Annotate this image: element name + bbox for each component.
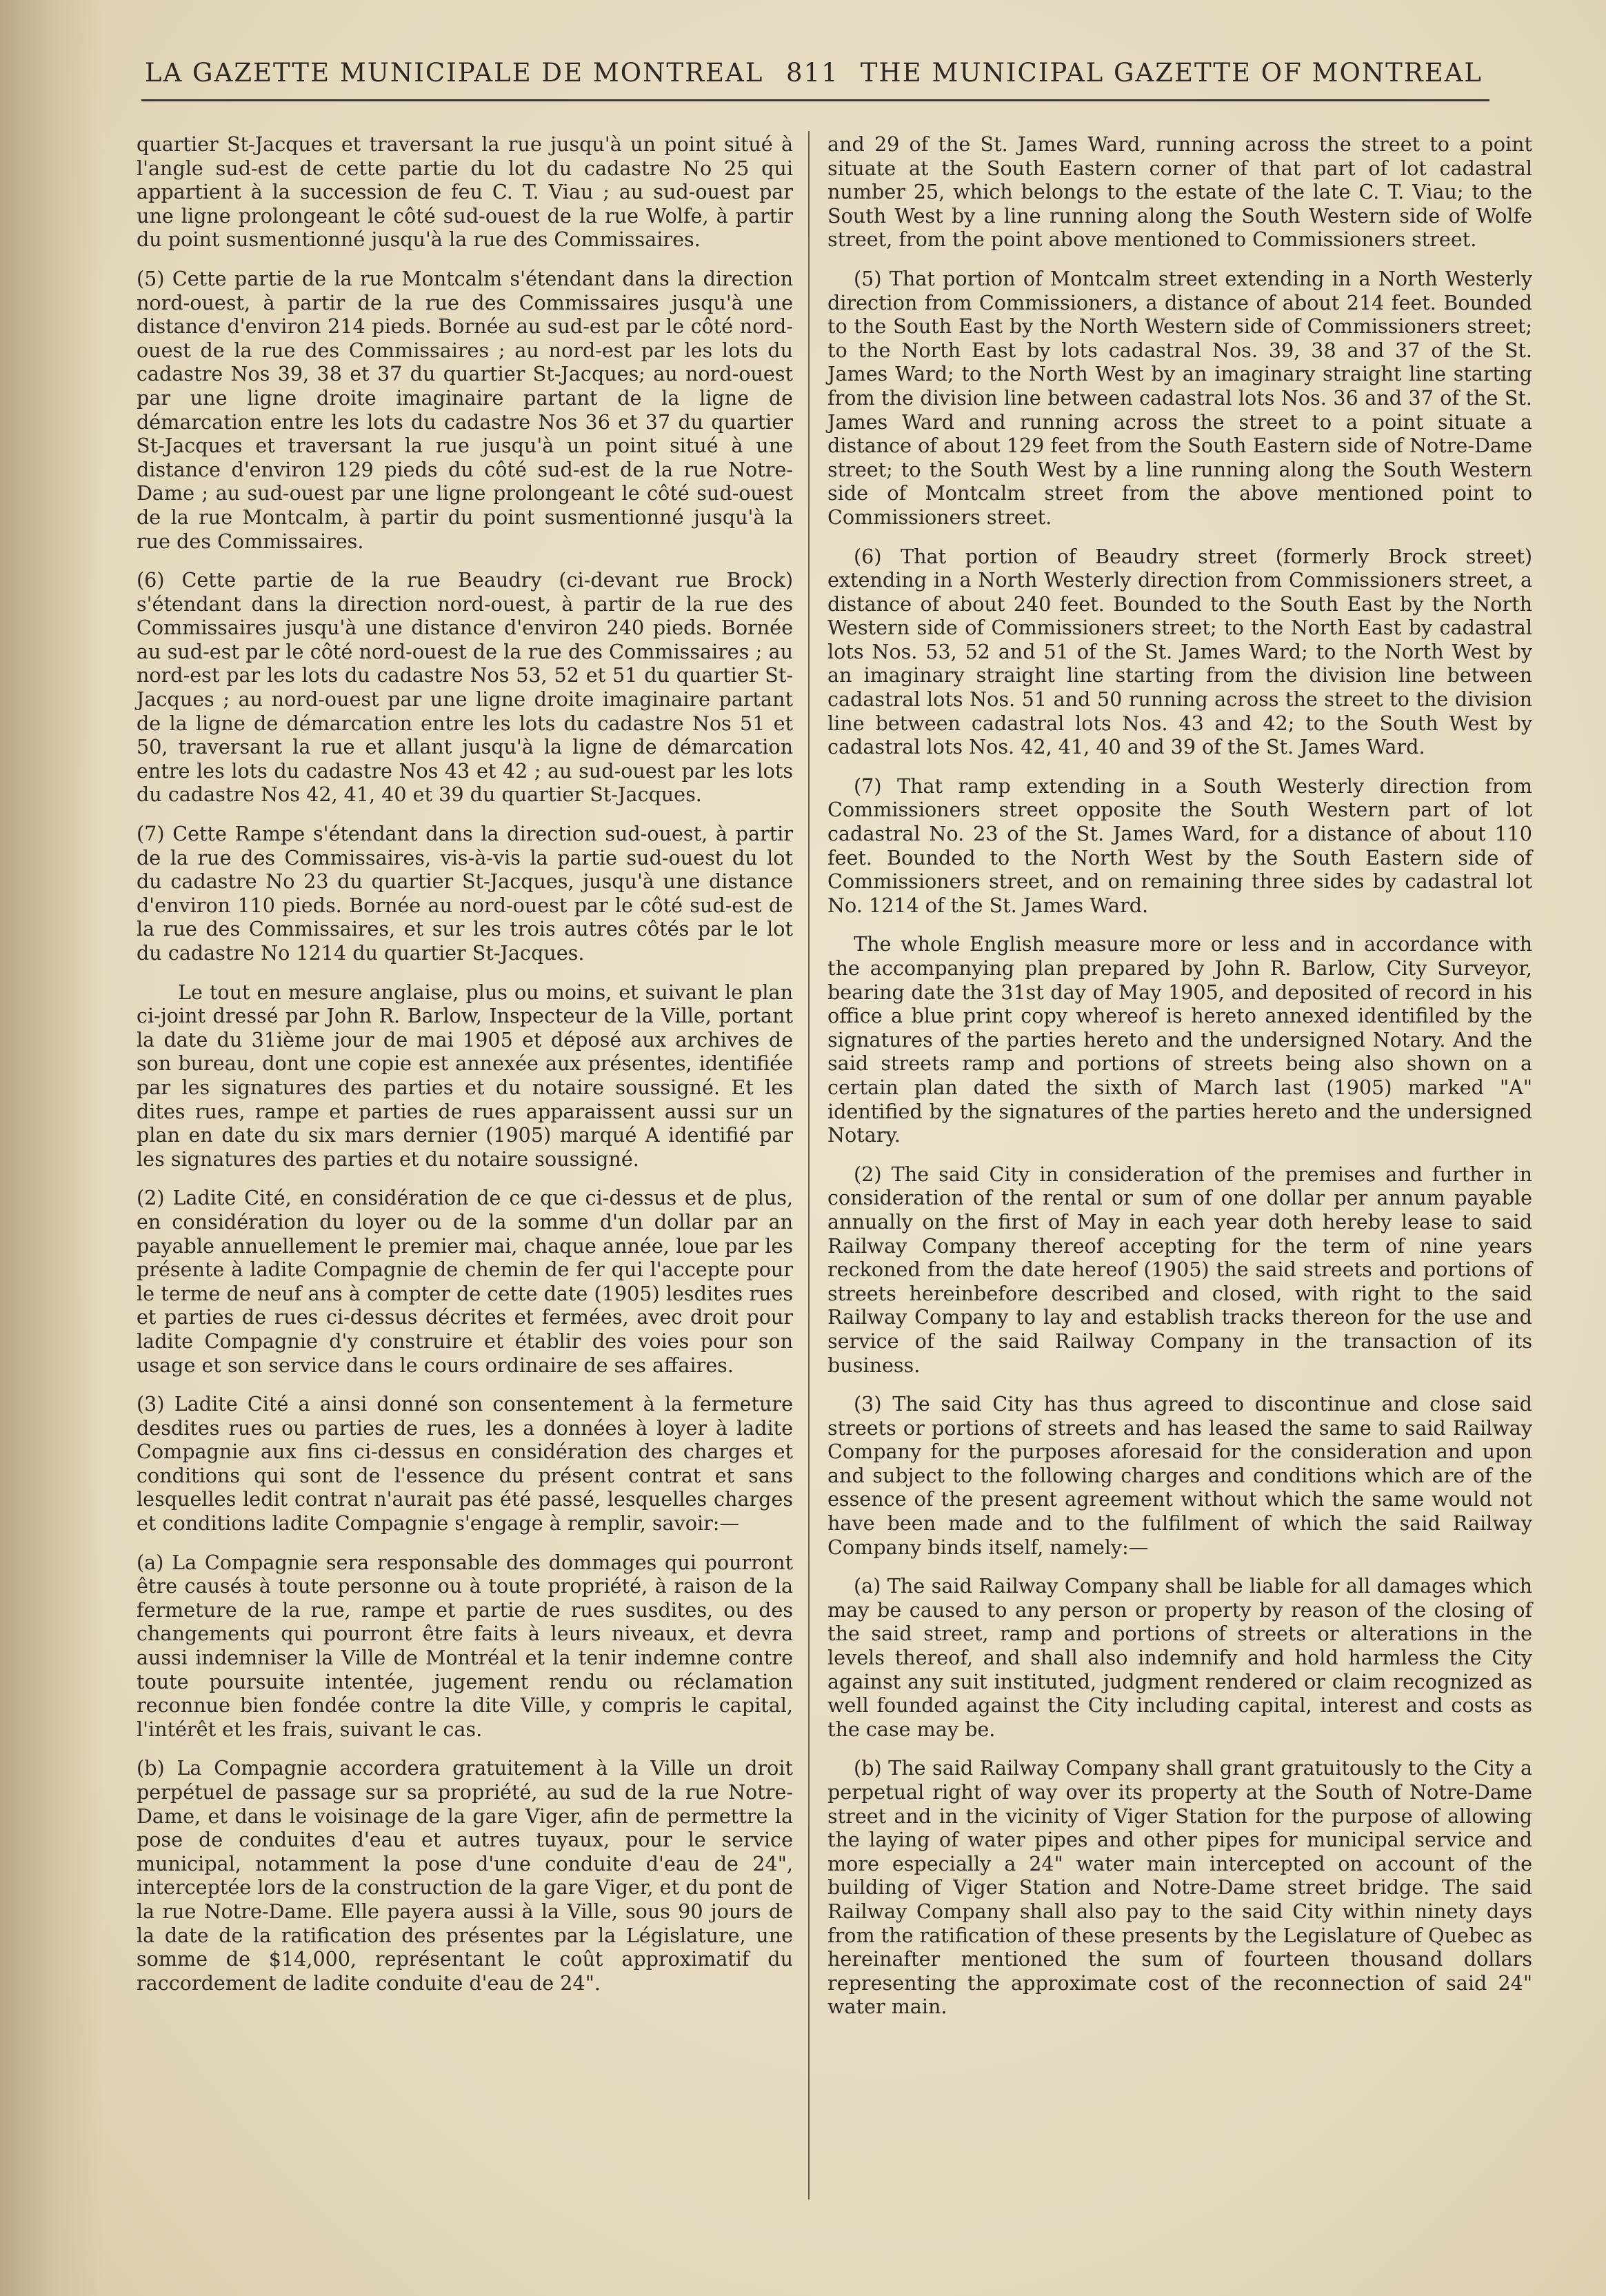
en-paragraph-7: (7) That ramp extending in a South Westerly direction from Commissioners street opposite the South Western part of lot cadastral No. 23 of the St. James Ward, for a distance of about 110 feet. Bounded to the North West by the South Eastern side of Commissioners street, and on remaining three sides by cadastral lot No. 1214 of the St. James Ward.	[827, 774, 1532, 917]
english-column	[827, 132, 1532, 2034]
page-binding-shadow	[0, 0, 103, 2296]
fr-paragraph-a: (a) La Compagnie sera responsable des dommages qui pourront être causés à toute personne ou à toute propriété, à raison de la fermeture de la rue, rampe et partie de rues susdites, ou des changements qui pourront être faits à leurs niveaux, et devra aussi indemniser la Ville de Montréal et la tenir indemne contre toute poursuite intentée, jugement rendu ou réclamation reconnue bien fondée contre la dite Ville, y compris le capital, l'intérêt et les frais, suivant le cas.	[137, 1550, 793, 1741]
fr-paragraph-b: (b) La Compagnie accordera gratuitement à la Ville un droit perpétuel de passage sur sa propriété, au sud de la rue Notre-Dame, et dans le voisinage de la gare Viger, afin de permettre la pose de conduites d'eau et autres tuyaux, pour le service municipal, notamment la pose d'une conduite d'eau de 24", interceptée lors de la construction de la gare Viger, et du pont de la rue Notre-Dame. Elle payera aussi à la Ville, sous 90 jours de la date de la ratification des présentes par la Législature, une somme de $14,000, représentant le coût approximatif du raccordement de ladite conduite d'eau de 24".	[137, 1756, 793, 1995]
en-paragraph-2: (2) The said City in consideration of the premises and further in consideration of the rental or sum of one dollar per annum payable annually on the first of May in each year doth hereby lease to said Railway Company thereof accepting for the term of nine years reckoned from the date hereof (1905) the said streets and portions of streets hereinbefore described and closed, with right to the said Railway Company to lay and establish tracks thereon for the use and service of the said Railway Company in the transaction of its business.	[827, 1162, 1532, 1377]
header-rule	[141, 99, 1489, 101]
page-header	[138, 58, 1489, 99]
fr-paragraph-le-tout: Le tout en mesure anglaise, plus ou moins, et suivant le plan ci-joint dressé par John R. Barlow, Inspecteur de la Ville, portant la date du 31ième jour de mai 1905 et déposé aux archives de son bureau, dont une copie est annexée aux présentes, identifiée par les signatures des parties et du notaire soussigné. Et les dites rues, rampe et parties de rues apparaissent aussi sur un plan en date du six mars dernier (1905) marqué A identifié par les signatures des parties et du notaire soussigné.	[137, 980, 793, 1171]
fr-paragraph-6: (6) Cette partie de la rue Beaudry (ci-devant rue Brock) s'étendant dans la direction nord-ouest, à partir de la rue des Commissaires jusqu'à une distance d'environ 240 pieds. Bornée au sud-est par le côté nord-ouest de la rue des Commissaires ; au nord-est par les lots du cadastre Nos 53, 52 et 51 du quartier St-Jacques ; au nord-ouest par une ligne droite imaginaire partant de la ligne de démarcation entre les lots du cadastre Nos 51 et 50, traversant la rue et allant jusqu'à la ligne de démarcation entre les lots du cadastre Nos 43 et 42 ; au sud-ouest par les lots du cadastre Nos 42, 41, 40 et 39 du quartier St-Jacques.	[137, 568, 793, 807]
fr-paragraph-3: (3) Ladite Cité a ainsi donné son consentement à la fermeture desdites rues ou parties de rues, les a données à loyer à ladite Compagnie aux fins ci-dessus en considération des charges et conditions qui sont de l'essence du présent contrat et sans lesquelles ledit contrat n'aurait pas été passé, lesquelles charges et conditions ladite Compagnie s'engage à remplir, savoir:—	[137, 1392, 793, 1535]
column-divider	[808, 131, 810, 2199]
en-paragraph-b: (b) The said Railway Company shall grant gratuitously to the City a perpetual right of way over its property at the South of Notre-Dame street and in the vicinity of Viger Station for the purpose of allowing the laying of water pipes and other pipes for municipal service and more especially a 24" water main intercepted on account of the building of Viger Station and Notre-Dame street bridge. The said Railway Company shall also pay to the said City within ninety days from the ratification of these presents by the Legislature of Quebec as hereinafter mentioned the sum of fourteen thousand dollars representing the approximate cost of the reconnection of said 24" water main.	[827, 1756, 1532, 2019]
fr-paragraph-continuation: quartier St-Jacques et traversant la rue jusqu'à un point situé à l'angle sud-est de cette partie du lot du cadastre No 25 qui appartient à la succession de feu C. T. Viau ; au sud-ouest par une ligne prolongeant le côté sud-ouest de la rue Wolfe, à partir du point susmentionné jusqu'à la rue des Commissaires.	[137, 132, 793, 252]
en-paragraph-a: (a) The said Railway Company shall be liable for all damages which may be caused to any person or property by reason of the closing of the said street, ramp and portions of streets or alterations in the levels thereof, and shall also indemnify and hold harmless the City against any suit instituted, judgment rendered or claim recognized as well founded against the City including capital, interest and costs as the case may be.	[827, 1574, 1532, 1741]
fr-paragraph-7: (7) Cette Rampe s'étendant dans la direction sud-ouest, à partir de la rue des Commissaires, vis-à-vis la partie sud-ouest du lot du cadastre No 23 du quartier St-Jacques, jusqu'à une distance d'environ 110 pieds. Bornée au nord-ouest par le côté sud-est de la rue des Commissaires, et sur les trois autres côtés par le lot du cadastre No 1214 du quartier St-Jacques.	[137, 822, 793, 965]
en-paragraph-6: (6) That portion of Beaudry street (formerly Brock street) extending in a North Westerly direction from Commissioners street, a distance of about 240 feet. Bounded to the South East by the North Western side of Commissioners street; to the North East by cadastral lots Nos. 53, 52 and 51 of the St. James Ward; to the North West by an imaginary straight line starting from the division line between cadastral lots Nos. 51 and 50 running across the street to the division line between cadastral lots Nos. 43 and 42; to the South West by cadastral lots Nos. 42, 41, 40 and 39 of the St. James Ward.	[827, 544, 1532, 759]
header-english-title: THE MUNICIPAL GAZETTE OF MONTREAL	[860, 58, 1483, 88]
french-column	[137, 132, 793, 2010]
en-paragraph-whole: The whole English measure more or less and in accordance with the accompanying plan prepared by John R. Barlow, City Surveyor, bearing date the 31st day of May 1905, and deposited of record in his office a blue print copy whereof is hereto annexed identifiled by the signatures of the parties hereto and the undersigned Notary. And the said streets ramp and portions of streets being also shown on a certain plan dated the sixth of March last (1905) marked "A" identified by the signatures of the parties hereto and the undersigned Notary.	[827, 932, 1532, 1147]
en-paragraph-continuation: and 29 of the St. James Ward, running across the street to a point situate at the South Eastern corner of that part of lot cadastral number 25, which belongs to the estate of the late C. T. Viau; to the South West by a line running along the South Western side of Wolfe street, from the point above mentioned to Commissioners street.	[827, 132, 1532, 252]
header-french-title: LA GAZETTE MUNICIPALE DE MONTREAL	[145, 58, 764, 88]
en-paragraph-5: (5) That portion of Montcalm street extending in a North Westerly direction from Commissioners, a distance of about 214 feet. Bounded to the South East by the North Western side of Commissioners street; to the North East by lots cadastral Nos. 39, 38 and 37 of the St. James Ward; to the North West by an imaginary straight line starting from the division line between cadastral lots Nos. 36 and 37 of the St. James Ward and running across the street to a point situate a distance of about 129 feet from the South Eastern side of Notre-Dame street; to the South West by a line running along the South Western side of Montcalm street from the above mentioned point to Commissioners street.	[827, 266, 1532, 529]
page-number: 811	[786, 58, 839, 88]
fr-paragraph-5: (5) Cette partie de la rue Montcalm s'étendant dans la direction nord-ouest, à partir de la rue des Commissaires jusqu'à une distance d'environ 214 pieds. Bornée au sud-est par le côté nord-ouest de la rue des Commissaires ; au nord-est par les lots du cadastre Nos 39, 38 et 37 du quartier St-Jacques; au nord-ouest par une ligne droite imaginaire partant de la ligne de démarcation entre les lots du cadastre Nos 36 et 37 du quartier St-Jacques et traversant la rue jusqu'à un point situé à une distance d'environ 129 pieds du côté sud-est de la rue Notre-Dame ; au sud-ouest par une ligne prolongeant le côté sud-ouest de la rue Montcalm, à partir du point susmentionné jusqu'à la rue des Commissaires.	[137, 266, 793, 553]
en-paragraph-3: (3) The said City has thus agreed to discontinue and close said streets or portions of streets and has leased the same to said Railway Company for the purposes aforesaid for the consideration and upon and subject to the following charges and conditions which are of the essence of the present agreement without which the same would not have been made and to the fulfilment of which the said Railway Company binds itself, namely:—	[827, 1392, 1532, 1559]
fr-paragraph-2: (2) Ladite Cité, en considération de ce que ci-dessus et de plus, en considération du loyer ou de la somme d'un dollar par an payable annuellement le premier mai, chaque année, loue par les présente à ladite Compagnie de chemin de fer qui l'accepte pour le terme de neuf ans à compter de cette date (1905) lesdites rues et parties de rues ci-dessus décrites et fermées, avec droit pour ladite Compagnie d'y construire et établir des voies pour son usage et son service dans le cours ordinaire de ses affaires.	[137, 1186, 793, 1377]
